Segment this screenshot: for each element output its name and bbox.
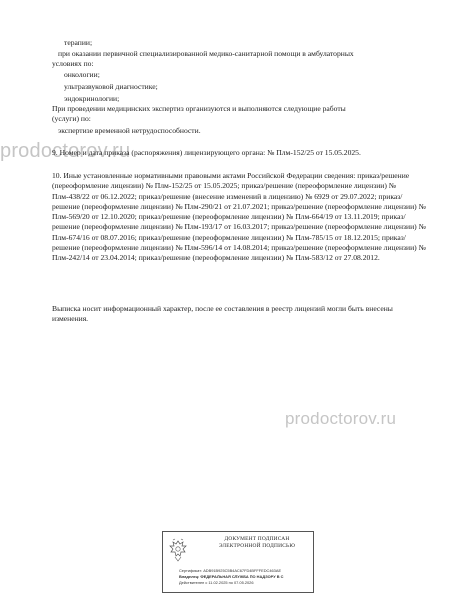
stamp-certificate: Сертификат: ADB91B925C5B4AC67FD4BFFFEDC463AE [179, 568, 282, 573]
footer-note: Выписка носит информационный характер, после ее составления в реестр лицензий могли быть внесены изменения. [52, 304, 393, 324]
text-line-endocrinology: эндокринологии; [64, 94, 120, 103]
stamp-owner: Владелец: ФЕДЕРАЛЬНАЯ СЛУЖБА ПО НАДЗОРУ В С [179, 574, 284, 579]
watermark-bottom: prodoctorov.ru [285, 409, 397, 428]
item-9-order: 9. Номер и дата приказа (распоряжения) лицензирующего органа: № Плм-152/25 от 15.05.2025. [52, 148, 361, 157]
item-10-other-info: 10. Иные установленные нормативными правовыми актами Российской Федерации сведения: приказ/решение (переоформление лицензии) № Плм-152/25 от 15.05.2025; приказ/решение (переоформление лицензии) № Плм-438/22 от 06.12.2022; приказ/решение (внесение изменений в лицензию) № 6929 от 29.07.2022; приказ/решение (переоформление лицензии) № Плм-290/21 от 21.07.2021; приказ/решение (переоформление лицензии) № Плм-569/20 от 12.10.2020; приказ/решение (переоформление лицензии) № Плм-664/19 от 13.11.2019; приказ/решение (переоформление лицензии) № Плм-193/17 от 16.03.2017; приказ/решение (переоформление лицензии) № Плм-674/16 от 08.07.2016; приказ/решение (переоформление лицензии) № Плм-785/15 от 18.12.2015; приказ/решение (переоформление лицензии) № Плм-596/14 от 14.08.2014; приказ/решение (переоформление лицензии) № Плм-242/14 от 23.04.2014; приказ/решение (переоформление лицензии) № Плм-583/12 от 27.08.2012. [52, 171, 426, 263]
coat-of-arms-icon [167, 538, 189, 564]
text-line-oncology: онкологии; [64, 70, 100, 79]
e-signature-stamp [162, 531, 314, 593]
text-line-ultrasound: ультразвуковой диагностике; [64, 82, 158, 91]
text-line-temporary-disability: экспертизе временной нетрудоспособности. [58, 126, 201, 135]
text-line-services: (услуги) по: [52, 114, 91, 123]
stamp-heading [203, 536, 311, 550]
text-line-conditions: условиях по: [52, 59, 94, 68]
stamp-validity: Действителен с 11.02.2025 по 07.05.2026 [179, 580, 254, 585]
stamp-heading-line-2: ЭЛЕКТРОННОЙ ПОДПИСЬЮ [218, 543, 296, 549]
text-line-expertise-intro: При проведении медицинских экспертиз организуются и выполняются следующие работы [52, 104, 346, 113]
text-line-primary-care: при оказании первичной специализированной медико-санитарной помощи в амбулаторных [58, 49, 354, 58]
stamp-heading-line-1: ДОКУМЕНТ ПОДПИСАН [224, 536, 290, 542]
watermark-top: prodoctorov.ru [0, 140, 131, 162]
text-line-therapy: терапии; [64, 38, 93, 47]
